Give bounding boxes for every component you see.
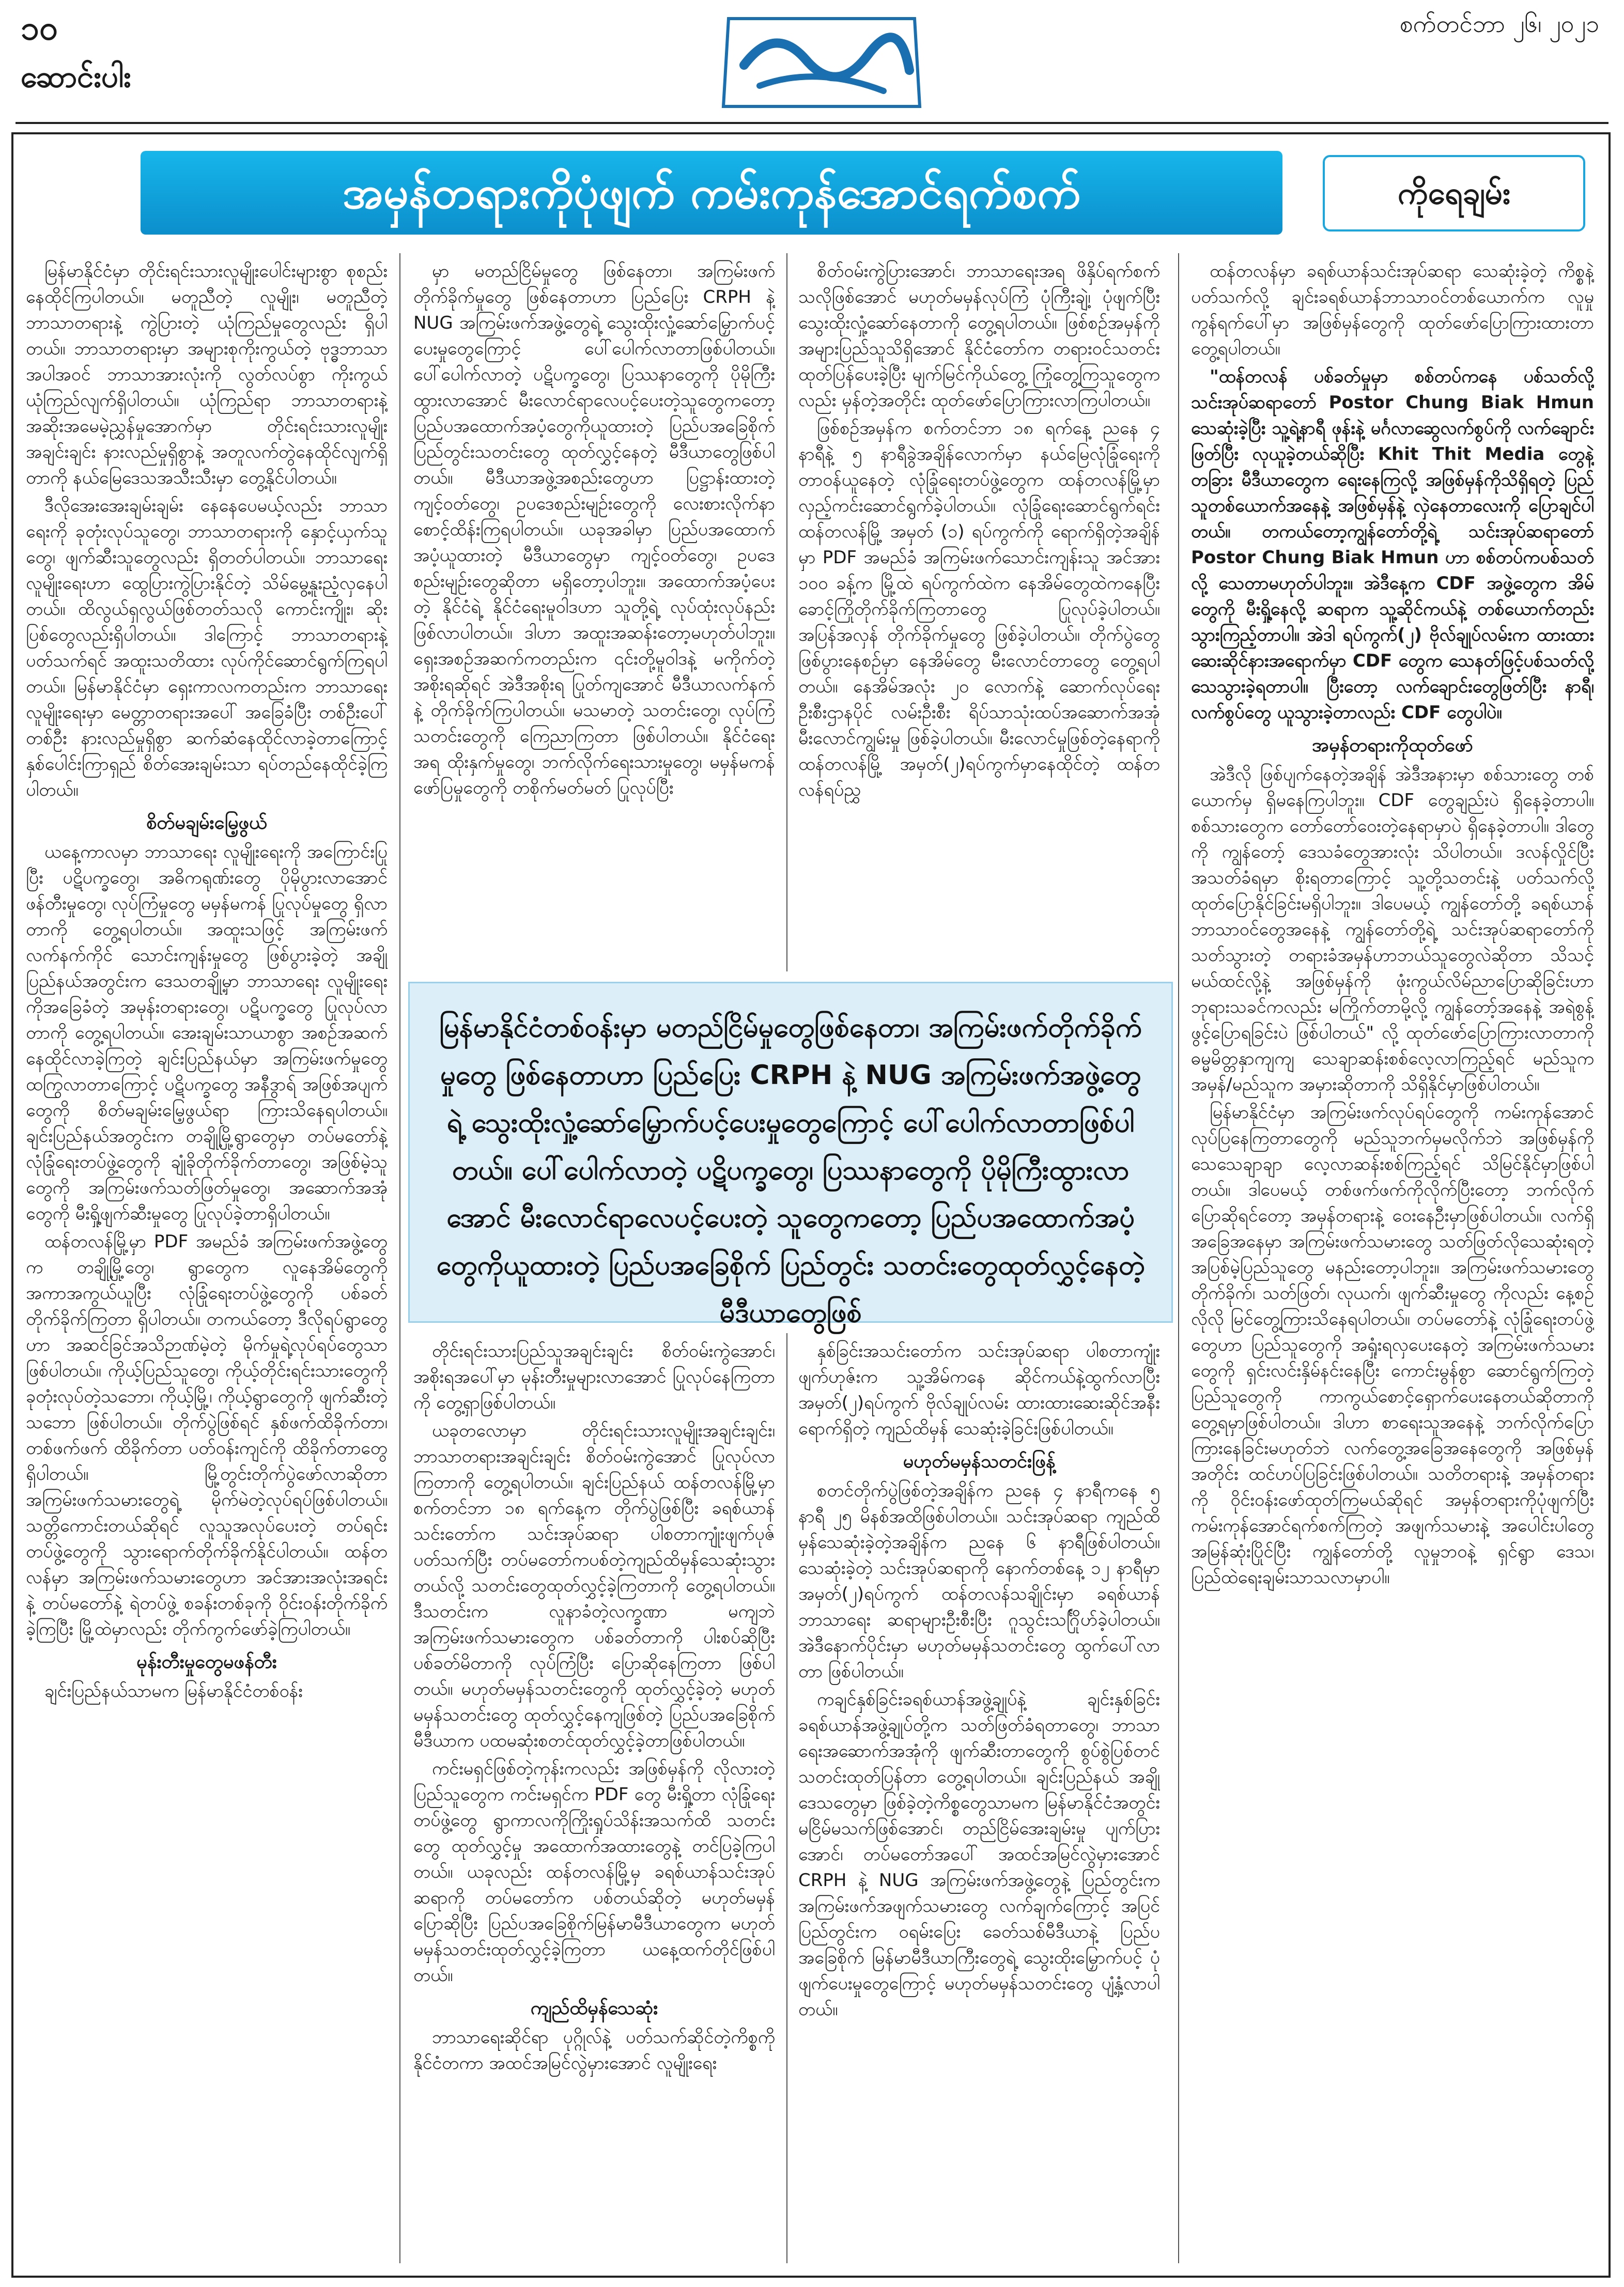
paragraph: ချင်းပြည်နယ်သာမက မြန်မာနိုင်ငံတစ်ဝန်း: [44, 1681, 303, 1702]
article-column-3: [798, 258, 1160, 966]
paragraph: ဘာသာရေးဆိုင်ရာ ပုဂ္ဂိုလ်နဲ့ ပတ်သက်ဆိုင်တဲ့ကိစ္စကို နိုင်ငံတကာ အထင်အမြင်လွဲမှားအောင် လူမျိုးရေး: [413, 2027, 775, 2074]
article-title: အမှန်တရားကိုပုံဖျက် ကမ်းကုန်အောင်ရက်စက်: [141, 151, 1282, 235]
quoted-testimony: "ထန်တလန် ပစ်ခတ်မှုမှာ စစ်တပ်ကနေ ပစ်သတ်လို့ သင်းအုပ်ဆရာတော် Postor Chung Biak Hmun သေဆုံးခဲ့ပြီး သူ့ရဲ့နာရီ ဖုန်းနဲ့ မင်္ဂလာဆွေလက်စွပ်ကို လက်ချောင်းဖြတ်ပြီး လုယူခဲ့တယ်ဆိုပြီး Khit Thit Media တွေနဲ့ တခြား မီဒီယာတွေက ရေးနေကြလို့ အဖြစ်မှန်ကိုသိရှိရတဲ့ ပြည်သူတစ်ယောက်အနေနဲ့ အဖြစ်မှန်နဲ့ လှဲနေတာလေးကို ပြောချင်ပါတယ်။ တကယ်တော့ကျွန်တော်တို့ရဲ့ သင်းအုပ်ဆရာတော် Postor Chung Biak Hmun ဟာ စစ်တပ်ကပစ်သတ်လို့ သေတာမဟုတ်ပါဘူး။ အဲဒီနေ့က CDF အဖွဲ့တွေက အိမ်တွေကို မီးရှို့နေလို့ ဆရာက သူ့ဆိုင်ကယ်နဲ့ တစ်ယောက်တည်း သွားကြည့်တာပါ။ အဲဒါ ရပ်ကွက်(၂) ဗိုလ်ချုပ်လမ်းက ထားထားဆေးဆိုင်နားအရောက်မှာ CDF တွေက သေနတ်ဖြင့်ပစ်သတ်လို့ သေသွားခဲ့ရတာပါ။ ပြီးတော့ လက်ချောင်းတွေဖြတ်ပြီး နာရီ၊ လက်စွပ်တွေ ယူသွားခဲ့တာလည်း CDF တွေပါပဲ။: [1191, 366, 1594, 723]
pull-quote: မြန်မာနိုင်ငံတစ်ဝန်းမှာ မတည်ငြိမ်မှုတွေဖြစ်နေတာ၊ အကြမ်းဖက်တိုက်ခိုက်မှုတွေ ဖြစ်နေတာဟာ ပြည်ပြေး CRPH နဲ့ NUG အကြမ်းဖက်အဖွဲ့တွေရဲ့ သွေးထိုးလှုံ့ဆော်မြှောက်ပင့်ပေးမှုတွေကြောင့် ပေါ်ပေါက်လာတာဖြစ်ပါတယ်။ ပေါ်ပေါက်လာတဲ့ ပဋိပက္ခတွေ၊ ပြဿနာတွေကို ပိုမိုကြီးထွားလာအောင် မီးလောင်ရာလေပင့်ပေးတဲ့ သူတွေကတော့ ပြည်ပအထောက်အပံ့တွေကိုယူထားတဲ့ ပြည်ပအခြေစိုက် ပြည်တွင်း သတင်းတွေထုတ်လွှင့်နေတဲ့ မီဒီယာတွေဖြစ်: [408, 982, 1173, 1323]
subheading: မဟုတ်မမှန်သတင်းဖြန့်: [903, 1451, 1056, 1472]
page-number: ၁၀: [21, 9, 58, 48]
paragraph: နှစ်ခြင်းအသင်းတော်က သင်းအုပ်ဆရာ ပါစတာကျုံးဖျက်ဟုဇ်းက သူ့အိမ်ကနေ ဆိုင်ကယ်နဲ့ထွက်လာပြီး အမှတ်(၂)ရပ်ကွက် ဗိုလ်ချုပ်လမ်း ထားထားဆေးဆိုင်အနီး ရောက်ရှိတဲ့ ကျည်ထိမှန် သေဆုံးခဲ့ခြင်းဖြစ်ပါတယ်။: [798, 1341, 1160, 1439]
column-divider: [786, 253, 787, 971]
paragraph: အဲဒီလို ဖြစ်ပျက်နေတဲ့အချိန် အဲဒီအနားမှာ စစ်သားတွေ တစ်ယောက်မှ ရှိမနေကြပါဘူး။ CDF တွေချည်းပဲ ရှိနေခဲ့တာပါ။ စစ်သားတွေက တော်တော်ဝေးတဲ့နေရာမှာပဲ ရှိနေခဲ့တာပါ။ ဒါတွေကို ကျွန်တော့် ဒေသခံတွေအားလုံး သိပါတယ်။ ဒလန်လှိုင်ပြီးအသတ်ခံရမှာ စိုးရတာကြောင့် သူ့တို့သတင်းနဲ့ ပတ်သက်လို့ ထုတ်ပြောနိုင်ခြင်းမရှိပါဘူး။ ဒါပေမယ့် ကျွန်တော်တို့ ခရစ်ယာန်ဘာသာဝင်တွေအနေနဲ့ ကျွန်တော်တို့ရဲ့ သင်းအုပ်ဆရာတော်ကို သတ်သွားတဲ့ တရားခံအမှန်ဟာဘယ်သူတွေလဲဆိုတာ သိသင့်မယ်ထင်လို့နဲ့ အဖြစ်မှန်ကို ဖုံးကွယ်လိမ်ညာပြောဆိုခြင်းဟာ ဘုရားသခင်ကလည်း မကြိုက်တာမို့လို့ ကျွန်တော့်အနေနဲ့ အရဲစွန့်ဖွင့်ပြောရခြင်းပဲ ဖြစ်ပါတယ်" လို့ ထုတ်ဖော်ပြောကြားလာတာကို ဓမ္မမိတ္တနှာကျကျ သေချာဆန်းစစ်လေ့လာကြည့်ရင် မည်သူက အမှန်/မည်သူက အမှားဆိုတာကို သိရှိနိုင်မှာဖြစ်ပါတယ်။: [1191, 764, 1594, 1095]
publication-date: စက်တင်ဘာ ၂၆၊ ၂၀၂၁: [1399, 10, 1599, 38]
subheading: မုန်းတီးမှုတွေမဖန်တီး: [136, 1651, 277, 1673]
paragraph: မြန်မာနိုင်ငံမှာ အကြမ်းဖက်လုပ်ရပ်တွေကို ကမ်းကုန်အောင် လုပ်ပြနေကြတာတွေကို မည်သူဘက်မှမလိုက်ဘဲ အဖြစ်မှန်ကို သေသေချာချာ လေ့လာဆန်းစစ်ကြည့်ရင် သိမြင်နိုင်မှာဖြစ်ပါတယ်။ ဒါပေမယ့် တစ်ဖက်ဖက်ကိုလိုက်ပြီးတော့ ဘက်လိုက်ပြောဆိုရင်တော့ အမှန်တရားနဲ့ ဝေးနေဦးမှာဖြစ်ပါတယ်။ လက်ရှိအခြေအနေမှာ အကြမ်းဖက်သမားတွေ သတ်ဖြတ်လိုသေဆုံးရတဲ့ အပြစ်မဲ့ပြည်သူတွေ မနည်းတော့ပါဘူး။ အကြမ်းဖက်သမားတွေ တိုက်ခိုက်၊ သတ်ဖြတ်၊ လုယက်၊ ဖျက်ဆီးမှုတွေ ကိုလည်း နေ့စဉ်လိုလို မြင်တွေ့ကြားသိနေရပါတယ်။ တပ်မတော်နဲ့ လုံခြုံရေးတပ်ဖွဲ့တွေဟာ ပြည်သူတွေကို အရှုံးရလှပေးနေတဲ့ အကြမ်းဖက်သမားတွေကို ရှင်းလင်းနှိမ်နင်းနေပြီး ကောင်းမွန်စွာ ဆောင်ရွက်ကြတဲ့ ပြည်သူတွေကို ကာကွယ်စောင့်ရှောက်ပေးနေတယ်ဆိုတာကို တွေ့ရမှာဖြစ်ပါတယ်။ ဒါဟာ စာရေးသူအနေနဲ့ ဘက်လိုက်ပြောကြားနေခြင်းမဟုတ်ဘဲ လက်တွေ့အခြေအနေတွေကို အဖြစ်မှန်အတိုင်း ထင်ဟပ်ပြခြင်းဖြစ်ပါတယ်။ သတိတရားနဲ့ အမှန်တရားကို ဝိုင်းဝန်းဖော်ထုတ်ကြမယ်ဆိုရင် အမှန်တရားကိုပုံဖျက်ပြီး ကမ်းကုန်အောင်ရက်စက်ကြတဲ့ အဖျက်သမားနဲ့ အပေါင်းပါတွေအမြန်ဆုံးပြိုင်ပြီး ကျွန်တော်တို့ လူမှုဘဝနဲ့ ရှင်ရွာ ဒေသ၊ ပြည်ထဲရေးချမ်းသာသလာမှာပါ။: [1191, 1102, 1594, 1588]
article-column-3-lower: [798, 1338, 1160, 2258]
paragraph: စိတ်ဝမ်းကွဲပြားအောင်၊ ဘာသာရေးအရ ဖိနှိပ်ရက်စက်သလိုဖြစ်အောင် မဟုတ်မမှန်လုပ်ကြံ ပုံကြီးချဲ့၊ ပုံဖျက်ပြီး သွေးထိုးလှုံ့ဆော်နေတာကို တွေ့ရပါတယ်။ ဖြစ်စဉ်အမှန်ကို အများပြည်သူသိရှိအောင် နိုင်ငံတော်က တရားဝင်သတင်းထုတ်ပြန်ပေးခဲ့ပြီး မျက်မြင်ကိုယ်တွေ့ ကြုံတွေ့ကြသူတွေကလည်း မှန်တဲ့အတိုင်း ထုတ်ဖော်ပြောကြားလာကြပါတယ်။: [798, 261, 1160, 411]
column-divider: [786, 1333, 787, 2263]
paragraph: ဖြစ်စဉ်အမှန်က စက်တင်ဘာ ၁၈ ရက်နေ့ ညနေ ၄ နာရီနဲ့ ၅ နာရီခွဲအချိန်လောက်မှာ နယ်မြေလုံခြုံရေးကို တာဝန်ယူနေတဲ့ လုံခြုံရေးတပ်ဖွဲ့တွေက ထန်တလန်မြို့မှာ လှည့်ကင်းဆောင်ရွက်ခဲ့ပါတယ်။ လုံခြုံရေးဆောင်ရွက်ရင်း ထန်တလန်မြို့ အမှတ် (၁) ရပ်ကွက်ကို ရောက်ရှိတဲ့အချိန်မှာ PDF အမည်ခံ အကြမ်းဖက်သောင်းကျန်းသူ အင်အား ၁၀၀ ခန့်က မြို့ထဲ ရပ်ကွက်ထဲက နေအိမ်တွေထဲကနေပြီး ခောင့်ကြိုတိုက်ခိုက်ကြတာတွေ ပြုလုပ်ခဲ့ပါတယ်။ အပြန်အလှန် တိုက်ခိုက်မှုတွေ ဖြစ်ခဲ့ပါတယ်။ တိုက်ပွဲတွေဖြစ်ပွားနေစဉ်မှာ နေအိမ်တွေ မီးလောင်တာတွေ တွေ့ရပါတယ်။ နေအိမ်အလုံး ၂၀ လောက်နဲ့ ဆောက်လုပ်ရေးဦးစီးဌာနပိုင် လမ်းဦးစီး ရိပ်သာသုံးထပ်အဆောက်အအုံ မီးလောင်ကျွမ်းမှု ဖြစ်ခဲ့ပါတယ်။ မီးလောင်မှုဖြစ်တဲ့နေရာကို ထန်တလန်မြို့ အမှတ်(၂)ရပ်ကွက်မှာနေထိုင်တဲ့ ထန်တလန်ရပ်ညွှ: [798, 418, 1160, 800]
article-column-1: [26, 258, 388, 2263]
article-column-2: [413, 258, 775, 966]
column-divider: [1178, 253, 1179, 2263]
masthead-logo: [713, 3, 930, 117]
subheading: ကျည်ထိမှန်သေဆုံး: [530, 1998, 658, 2019]
paragraph: ယနေ့ကာလမှာ ဘာသာရေး လူမျိုးရေးကို အကြောင်းပြုပြီး ပဋိပက္ခတွေ၊ အဓိကရုဏ်းတွေ ပိုမိုပွားလာအောင် ဖန်တီးမှုတွေ၊ လုပ်ကြံမှုတွေ မမှန်မကန် ပြုလုပ်မှုတွေ ရှိလာတာကို တွေ့ရပါတယ်။ အထူးသဖြင့် အကြမ်းဖက်လက်နက်ကိုင် သောင်းကျန်းမှုတွေ ဖြစ်ပွားခဲ့တဲ့ အချို့ပြည်နယ်အတွင်းက ဒေသတချို့မှာ ဘာသာရေး လူမျိုးရေးကိုအခြေခံတဲ့ အမုန်းတရားတွေ၊ ပဋိပက္ခတွေ ပြုလုပ်လာတာကို တွေ့ရပါတယ်။ အေးချမ်းသာယာစွာ အစဉ်အဆက် နေထိုင်လာခဲ့ကြတဲ့ ချင်းပြည်နယ်မှာ အကြမ်းဖက်မှုတွေ ထကြွလာတာကြောင့် ပဋိပက္ခတွေ အနီဒွာရ် အဖြစ်အပျက်တွေကို စိတ်မချမ်းမြေ့ဖွယ်ရာ ကြားသိနေရပါတယ်။ ချင်းပြည်နယ်အတွင်းက တချို့မြို့ရွာတွေမှာ တပ်မတော်နဲ့ လုံခြုံရေးတပ်ဖွဲ့တွေကို ချုံခိုတိုက်ခိုက်တာတွေ၊ အဖြစ်မဲ့သူတွေကို အကြမ်းဖက်သတ်ဖြတ်မှုတွေ၊ အဆောက်အအုံတွေကို မီးရှို့ဖျက်ဆီးမှုတွေ ပြုလုပ်ခဲ့တာရှိပါတယ်။: [26, 842, 388, 1224]
section-label: ဆောင်းပါး: [21, 59, 131, 94]
paragraph: ကချင်နှစ်ခြင်းခရစ်ယာန်အဖွဲ့ချုပ်နဲ့ ချင်းနှစ်ခြင်းခရစ်ယာန်အဖွဲ့ချုပ်တို့က သတ်ဖြတ်ခံရတာတွေ၊ ဘာသာရေးအဆောက်အအုံကို ဖျက်ဆီးတာတွေကို စွပ်စွဲပြစ်တင် သတင်းထုတ်ပြန်တာ တွေ့ရပါတယ်။ ချင်းပြည်နယ် အချို့ဒေသတွေမှာ ဖြစ်ခဲ့တဲ့ကိစ္စတွေသာမက မြန်မာနိုင်ငံအတွင်း မငြိမ်မသက်ဖြစ်အောင်၊ တည်ငြိမ်အေးချမ်းမှု ပျက်ပြားအောင်၊ တပ်မတော်အပေါ် အထင်အမြင်လွဲမှားအောင် CRPH နဲ့ NUG အကြမ်းဖက်အဖွဲ့တွေနဲ့ ပြည်တွင်းက အကြမ်းဖက်အဖျက်သမားတွေ လက်ချက်ကြောင့် အပြင် ပြည်တွင်းက ဝရမ်းပြေး ခေတ်သစ်မီဒီယာနဲ့ ပြည်ပအခြေစိုက် မြန်မာမီဒီယာကြီးတွေရဲ့ သွေးထိုးမြှောက်ပင့် ပုံဖျက်ပေးမှုတွေကြောင့် မဟုတ်မမှန်သတင်းတွေ ပျံ့နှံ့လာပါတယ်။: [798, 1689, 1160, 2020]
paragraph: ဒီလိုအေးအေးချမ်းချမ်း နေနေပေမယ့်လည်း ဘာသာရေးကို ခုတုံးလုပ်သူတွေ၊ ဘာသာတရားကို နှောင့်ယှက်သူတွေ၊ ဖျက်ဆီးသူတွေလည်း ရှိတတ်ပါတယ်။ ဘာသာရေး လူမျိုးရေးဟာ ထွေပြားကွဲပြားနိုင်တဲ့ သိမ်မွေ့နူးညံ့လှနေပါတယ်။ ထိလွယ်ရှလွယ်ဖြစ်တတ်သလို ကောင်းကျိုး၊ ဆိုးပြစ်တွေလည်းရှိပါတယ်။ ဒါကြောင့် ဘာသာတရားနဲ့ ပတ်သက်ရင် အထူးသတိထား လုပ်ကိုင်ဆောင်ရွက်ကြရပါတယ်။ မြန်မာနိုင်ငံမှာ ရှေးကာလကတည်းက ဘာသာရေး လူမျိုးရေးမှာ မေတ္တာတရားအပေါ် အခြေခံပြီး တစ်ဦးပေါ်တစ်ဦး နားလည်မှုရှိစွာ ဆက်ဆံနေထိုင်လာခဲ့တာကြောင့် နှစ်ပေါင်းကြာရှည် စိတ်အေးချမ်းသာ ရပ်တည်နေထိုင်ခဲ့ကြပါတယ်။: [26, 496, 388, 800]
paragraph: စတင်တိုက်ပွဲဖြစ်တဲ့အချိန်က ညနေ ၄ နာရီကနေ ၅ နာရီ ၂၅ မိနစ်အထိဖြစ်ပါတယ်။ သင်းအုပ်ဆရာ ကျည်ထိမှန်သေဆုံးခဲ့တဲ့အချိန်က ညနေ ၆ နာရီဖြစ်ပါတယ်။ သေဆုံးခဲ့တဲ့ သင်းအုပ်ဆရာကို နောက်တစ်နေ့ ၁၂ နာရီမှာ အမှတ်(၂)ရပ်ကွက် ထန်တလန်သချိုင်းမှာ ခရစ်ယာန်ဘာသာရေး ဆရာများဦးစီးပြီး ဂူသွင်းသင်္ဂြိုဟ်ခဲ့ပါတယ်။ အဲဒီနောက်ပိုင်းမှာ မဟုတ်မမှန်သတင်းတွေ ထွက်ပေါ်လာတာ ဖြစ်ပါတယ်။: [798, 1480, 1160, 1682]
paragraph: ထန်တလန်မြို့မှာ PDF အမည်ခံ အကြမ်းဖက်အဖွဲ့တွေက တချို့မြို့တွေ၊ ရွာတွေက လူနေအိမ်တွေကို အကာအကွယ်ယူပြီး လုံခြုံရေးတပ်ဖွဲ့တွေကို ပစ်ခတ်တိုက်ခိုက်ကြတာ ရှိပါတယ်။ တကယ်တော့ ဒီလိုရပ်ရွာတွေဟာ အဆင်ခြင်အသိဉာဏ်မဲ့တဲ့ မိုက်မှုရဲ့လုပ်ရပ်တွေသာ ဖြစ်ပါတယ်။ ကိုယ့်ပြည်သူတွေ၊ ကိုယ့်တိုင်းရင်းသားတွေကို ခုတုံးလုပ်တဲ့သဘော၊ ကိုယ့်မြို့၊ ကိုယ့်ရွာတွေကို ဖျက်ဆီးတဲ့သဘော ဖြစ်ပါတယ်။ တိုက်ပွဲဖြစ်ရင် နှစ်ဖက်ထိခိုက်တာ၊ တစ်ဖက်ဖက် ထိခိုက်တာ ပတ်ဝန်းကျင်ကို ထိခိုက်တာတွေ ရှိပါတယ်။ မြို့တွင်းတိုက်ပွဲဖော်လာဆိုတာ အကြမ်းဖက်သမားတွေရဲ့ မိုက်မဲတဲ့လုပ်ရပ်ဖြစ်ပါတယ်။ သတ္တိကောင်းတယ်ဆိုရင် လူသူအလုပ်ပေးတဲ့ တပ်ရင်းတပ်ဖွဲ့တွေကို သွားရောက်တိုက်ခိုက်နိုင်ပါတယ်။ ထန်တလန်မှာ အကြမ်းဖက်သမားတွေဟာ အင်အားအလုံးအရင်းနဲ့ တပ်မတော်နဲ့ ရဲတပ်ဖွဲ့ စခန်းတစ်ခုကို ဝိုင်းဝန်းတိုက်ခိုက်ခဲ့ကြပြီး မြို့ထဲမှာလည်း တိုက်ကွက်ဖော်ခဲ့ကြပါတယ်။: [26, 1231, 388, 1640]
paragraph: မြန်မာနိုင်ငံမှာ တိုင်းရင်းသားလူမျိုးပေါင်းများစွာ စုစည်းနေထိုင်ကြပါတယ်။ မတူညီတဲ့ လူမျိုး၊ မတူညီတဲ့ ဘာသာတရားနဲ့ ကွဲပြားတဲ့ ယုံကြည်မှုတွေလည်း ရှိပါတယ်။ ဘာသာတရားမှာ အများစုကိုးကွယ်တဲ့ ဗုဒ္ဓဘာသာအပါအဝင် ဘာသာအားလုံးကို လွတ်လပ်စွာ ကိုးကွယ်ယုံကြည်လျက်ရှိပါတယ်။ ယုံကြည်ရာ ဘာသာတရားနဲ့ အဆိုးအမေမဲ့ညွှန်မှုအောက်မှာ တိုင်းရင်းသားလူမျိုးအချင်းချင်း နားလည်မှုရှိစွာနဲ့ အတူလက်တွဲနေထိုင်လျက်ရှိတာကို နယ်မြေဒေသအသီးသီးမှာ တွေ့နိုင်ပါတယ်။: [26, 261, 388, 488]
author-name: ကိုရေချမ်း: [1323, 155, 1585, 231]
paragraph: ယခုတလောမှာ တိုင်းရင်းသားလူမျိုးအချင်းချင်း၊ ဘာသာတရားအချင်းချင်း စိတ်ဝမ်းကွဲအောင် ပြုလုပ်လာကြတာကို တွေ့ရပါတယ်။ ချင်းပြည်နယ် ထန်တလန်မြို့မှာ စက်တင်ဘာ ၁၈ ရက်နေ့က တိုက်ပွဲဖြစ်ပြီး ခရစ်ယာန်သင်းတော်က သင်းအုပ်ဆရာ ပါစတာကျုံးဖျက်ပုဇ်ပတ်သက်ပြီး တပ်မတော်ကပစ်တဲ့ကျည်ထိမှန်သေဆုံးသွားတယ်လို့ သတင်းတွေထုတ်လွှင့်ခဲ့ကြတာကို တွေ့ရပါတယ်။ ဒီသတင်းက လူနာခံတဲ့လက္ခဏာ မကျဘဲ အကြမ်းဖက်သမားတွေက ပစ်ခတ်တာကို ပါးစပ်ဆိုပြီး ပစ်ခတ်မိတာကို လုပ်ကြံပြီး ပြောဆိုနေကြတာ ဖြစ်ပါတယ်။ မဟုတ်မမှန်သတင်းတွေကို ထုတ်လွှင့်ခဲ့တဲ့ မဟုတ်မမှန်သတင်းတွေ ထုတ်လွှင့်နေကျဖြစ်တဲ့ ပြည်ပအခြေစိုက်မီဒီယာက ပထမဆုံးစတင်ထုတ်လွှင့်ခဲ့တာဖြစ်ပါတယ်။: [413, 1420, 775, 1751]
article-column-2-lower: [413, 1338, 775, 2258]
paragraph: ကင်းမရှင်ဖြစ်တဲ့ကုန်းကလည်း အဖြစ်မှန်ကို လိုလားတဲ့ပြည်သူတွေက ကင်းမရှင်က PDF တွေ မီးရှို့တာ လုံခြုံရေးတပ်ဖွဲ့တွေ ရွာကာလကိုကြိုးရှုပ်သိန်းအသက်ထိ သတင်းတွေ ထုတ်လွှင့်မှု အထောက်အထားတွေနဲ့ တင်ပြခဲ့ကြပါတယ်။ ယခုလည်း ထန်တလန်မြို့မှ ခရစ်ယာန်သင်းအုပ်ဆရာကို တပ်မတော်က ပစ်တယ်ဆိုတဲ့ မဟုတ်မမှန် ပြောဆိုပြီး ပြည်ပအခြေစိုက်မြန်မာမီဒီယာတွေက မဟုတ်မမှန်သတင်းထုတ်လွှင့်ခဲ့ကြတာ ယနေ့ထက်တိုင်ဖြစ်ပါတယ်။: [413, 1758, 775, 1986]
subheading: စိတ်မချမ်းမြေ့ဖွယ်: [146, 812, 267, 833]
column-divider: [399, 253, 400, 2263]
subheading: အမှန်တရားကိုထုတ်ဖော်: [1312, 735, 1473, 756]
header-rule: [16, 122, 1608, 124]
article-column-4: [1191, 258, 1594, 2263]
paragraph: ထန်တလန်မှာ ခရစ်ယာန်သင်းအုပ်ဆရာ သေဆုံးခဲ့တဲ့ ကိစ္စနဲ့ပတ်သက်လို့ ချင်းခရစ်ယာန်ဘာသာဝင်တစ်ယောက်က လူမှုကွန်ရက်ပေါ်မှာ အဖြစ်မှန်တွေကို ထုတ်ဖော်ပြောကြားထားတာ တွေ့ရပါတယ်။: [1191, 261, 1594, 359]
paragraph: တိုင်းရင်းသားပြည်သူအချင်းချင်း စိတ်ဝမ်းကွဲအောင်၊ အစိုးရအပေါ်မှာ မုန်းတီးမှုများလာအောင် ပြုလုပ်နေကြတာကို တွေ့ရှာဖြစ်ပါတယ်။: [413, 1341, 775, 1413]
paragraph: မှာ မတည်ငြိမ်မှုတွေ ဖြစ်နေတာ၊ အကြမ်းဖက်တိုက်ခိုက်မှုတွေ ဖြစ်နေတာဟာ ပြည်ပြေး CRPH နဲ့ NUG အကြမ်းဖက်အဖွဲ့တွေရဲ့ သွေးထိုးလှုံ့ဆော်မြှောက်ပင့်ပေးမှုတွေကြောင့် ပေါ်ပေါက်လာတာဖြစ်ပါတယ်။ ပေါ်ပေါက်လာတဲ့ ပဋိပက္ခတွေ၊ ပြဿနာတွေကို ပိုမိုကြီးထွားလာအောင် မီးလောင်ရာလေပင့်ပေးတဲ့သူတွေကတော့ ပြည်ပအထောက်အပံ့တွေကိုယူထားတဲ့ ပြည်ပအခြေစိုက် ပြည်တွင်းသတင်းတွေ ထုတ်လွှင့်နေတဲ့ မီဒီယာတွေဖြစ်ပါတယ်။ မီဒီယာအဖွဲ့အစည်းတွေဟာ ပြဋ္ဌာန်းထားတဲ့ ကျင့်ဝတ်တွေ၊ ဥပဒေစည်းမျဉ်းတွေကို လေးစားလိုက်နာ စောင့်ထိန်းကြရပါတယ်။ ယခုအခါမှာ ပြည်ပအထောက်အပံ့ယူထားတဲ့ မီဒီယာတွေမှာ ကျင့်ဝတ်တွေ၊ ဥပဒေစည်းမျဉ်းတွေဆိုတာ မရှိတော့ပါဘူး။ အထောက်အပံ့ပေးတဲ့ နိုင်ငံရဲ့ နိုင်ငံရေးမူဝါဒဟာ သူတို့ရဲ့ လုပ်ထုံးလုပ်နည်းဖြစ်လာပါတယ်။ ဒါဟာ အထူးအဆန်းတော့မဟုတ်ပါဘူး။ ရှေးအစဉ်အဆက်ကတည်းက ၎င်းတို့မူဝါဒနဲ့ မကိုက်တဲ့ အစိုးရဆိုရင် အဲဒီအစိုးရ ပြုတ်ကျအောင် မီဒီယာလက်နက်နဲ့ တိုက်ခိုက်ကြပါတယ်။ မသမာတဲ့ သတင်းတွေ၊ လုပ်ကြံသတင်းတွေကို ကြေညာကြတာ ဖြစ်ပါတယ်။ နိုင်ငံရေးအရ ထိုးနှက်မှုတွေ၊ ဘက်လိုက်ရေးသားမှုတွေ၊ မမှန်မကန်ဖော်ပြမှုတွေကို တစိုက်မတ်မတ် ပြုလုပ်ပြီး: [413, 261, 775, 798]
